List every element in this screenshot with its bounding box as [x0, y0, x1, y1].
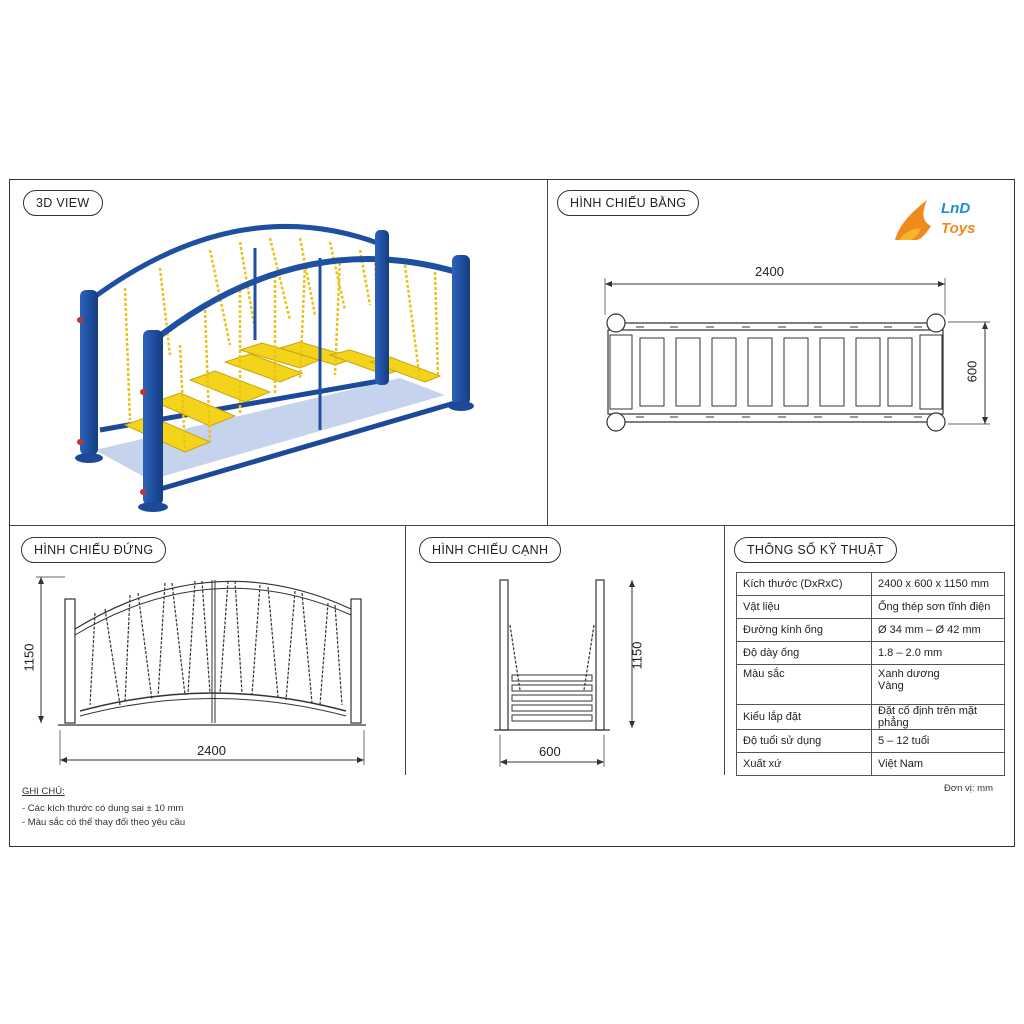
color-blue-text: Xanh dương — [878, 668, 940, 680]
table-row — [737, 573, 1005, 596]
spec-value-color — [872, 665, 1005, 705]
title-front-view: HÌNH CHIẾU ĐỨNG — [21, 537, 166, 563]
front-view-drawing — [10, 525, 405, 775]
spec-value: Ống thép sơn tĩnh điện — [872, 596, 1005, 619]
side-width-label: 600 — [539, 744, 561, 759]
table-row — [737, 596, 1005, 619]
table-row — [737, 705, 1005, 730]
title-specs: THÔNG SỐ KỸ THUẬT — [734, 537, 897, 563]
spec-key: Đường kính ống — [737, 619, 872, 642]
table-row — [737, 753, 1005, 776]
spec-value: Ø 34 mm – Ø 42 mm — [872, 619, 1005, 642]
color-yellow-text: Vàng — [878, 680, 904, 692]
spec-key: Vật liệu — [737, 596, 872, 619]
note-item: - Màu sắc có thể thay đổi theo yêu cầu — [22, 817, 186, 828]
spec-value: Đặt cố định trên mặt phẳng — [872, 705, 1005, 730]
spec-value: 5 – 12 tuổi — [872, 730, 1005, 753]
spec-key: Độ dày ống — [737, 642, 872, 665]
logo-text-top: LnD — [941, 200, 971, 217]
table-row — [737, 730, 1005, 753]
spec-value: Việt Nam — [872, 753, 1005, 776]
spec-key: Xuất xứ — [737, 753, 872, 776]
table-row — [737, 665, 1005, 705]
side-height-label: 1150 — [629, 641, 645, 670]
front-height-label: 1150 — [21, 643, 37, 672]
top-length-label: 2400 — [755, 264, 784, 279]
title-side-view: HÌNH CHIẾU CẠNH — [419, 537, 561, 563]
spec-key: Kích thước (DxRxC) — [737, 573, 872, 596]
unit-note: Đơn vị: mm — [944, 783, 993, 794]
title-top-view: HÌNH CHIẾU BẰNG — [557, 190, 699, 216]
bridge-3d-illustration — [0, 180, 548, 525]
note-item: - Các kích thước có dung sai ± 10 mm — [22, 803, 184, 814]
spec-value: 1.8 – 2.0 mm — [872, 642, 1005, 665]
front-length-label: 2400 — [197, 743, 226, 758]
notes-title: GHI CHÚ: — [22, 786, 65, 797]
logo-text-bottom: Toys — [941, 220, 976, 237]
spec-key: Kiểu lắp đặt — [737, 705, 872, 730]
spec-key: Độ tuổi sử dụng — [737, 730, 872, 753]
side-view-drawing — [406, 525, 724, 775]
top-view-drawing — [548, 180, 1024, 525]
top-width-label: 600 — [964, 360, 980, 383]
spec-table — [736, 572, 1005, 776]
title-3d-view: 3D VIEW — [23, 190, 103, 216]
table-row — [737, 619, 1005, 642]
divider-bottom-right — [724, 525, 725, 775]
spec-key: Màu sắc — [737, 665, 872, 705]
spec-value: 2400 x 600 x 1150 mm — [872, 573, 1005, 596]
table-row — [737, 642, 1005, 665]
